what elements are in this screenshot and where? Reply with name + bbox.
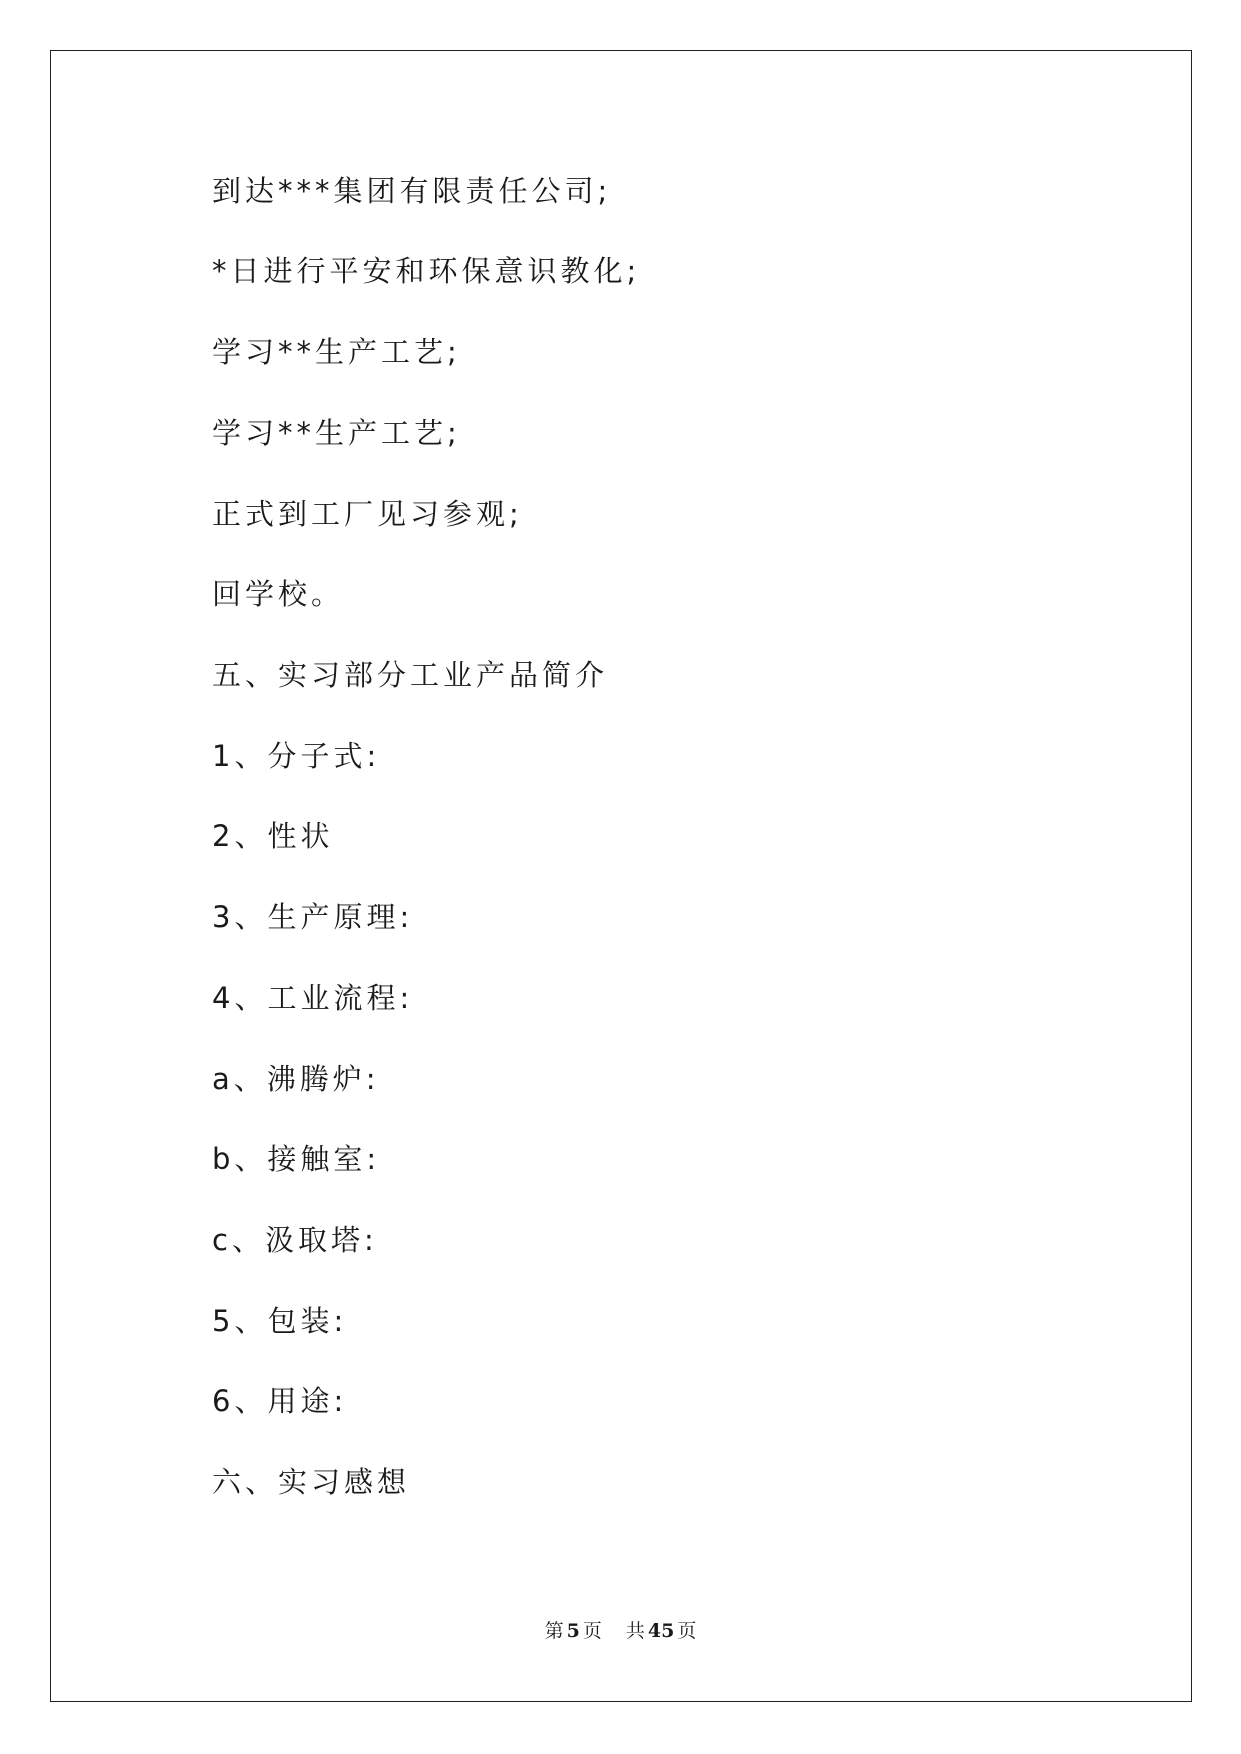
section-heading: 六、实习感想 bbox=[212, 1465, 411, 1499]
page-footer bbox=[0, 1616, 1241, 1643]
text-line: 1、分子式: bbox=[212, 739, 381, 773]
page-border bbox=[50, 50, 1192, 1702]
page-suffix: 页 bbox=[582, 1620, 602, 1642]
text-line: 回学校。 bbox=[212, 577, 345, 611]
page-number: 5 bbox=[566, 1620, 580, 1642]
text-line: 正式到工厂见习参观; bbox=[212, 497, 523, 531]
text-line: 到达***集团有限责任公司; bbox=[212, 174, 612, 208]
text-line: 6、用途: bbox=[212, 1384, 348, 1418]
section-heading: 五、实习部分工业产品简介 bbox=[212, 658, 609, 692]
total-pages: 45 bbox=[647, 1620, 675, 1642]
text-line: 2、性状 bbox=[212, 819, 334, 853]
text-line: 4、工业流程: bbox=[212, 981, 414, 1015]
text-line: *日进行平安和环保意识教化; bbox=[212, 254, 641, 288]
total-prefix: 共 bbox=[625, 1620, 645, 1642]
total-suffix: 页 bbox=[677, 1620, 697, 1642]
page-prefix: 第 bbox=[544, 1620, 564, 1642]
text-line: b、接触室: bbox=[212, 1142, 381, 1176]
text-line: 3、生产原理: bbox=[212, 900, 414, 934]
text-line: 学习**生产工艺; bbox=[212, 416, 461, 450]
text-line: 5、包装: bbox=[212, 1304, 348, 1338]
text-line: a、沸腾炉: bbox=[212, 1062, 380, 1096]
text-line: 学习**生产工艺; bbox=[212, 335, 461, 369]
text-line: c、汲取塔: bbox=[212, 1223, 378, 1257]
